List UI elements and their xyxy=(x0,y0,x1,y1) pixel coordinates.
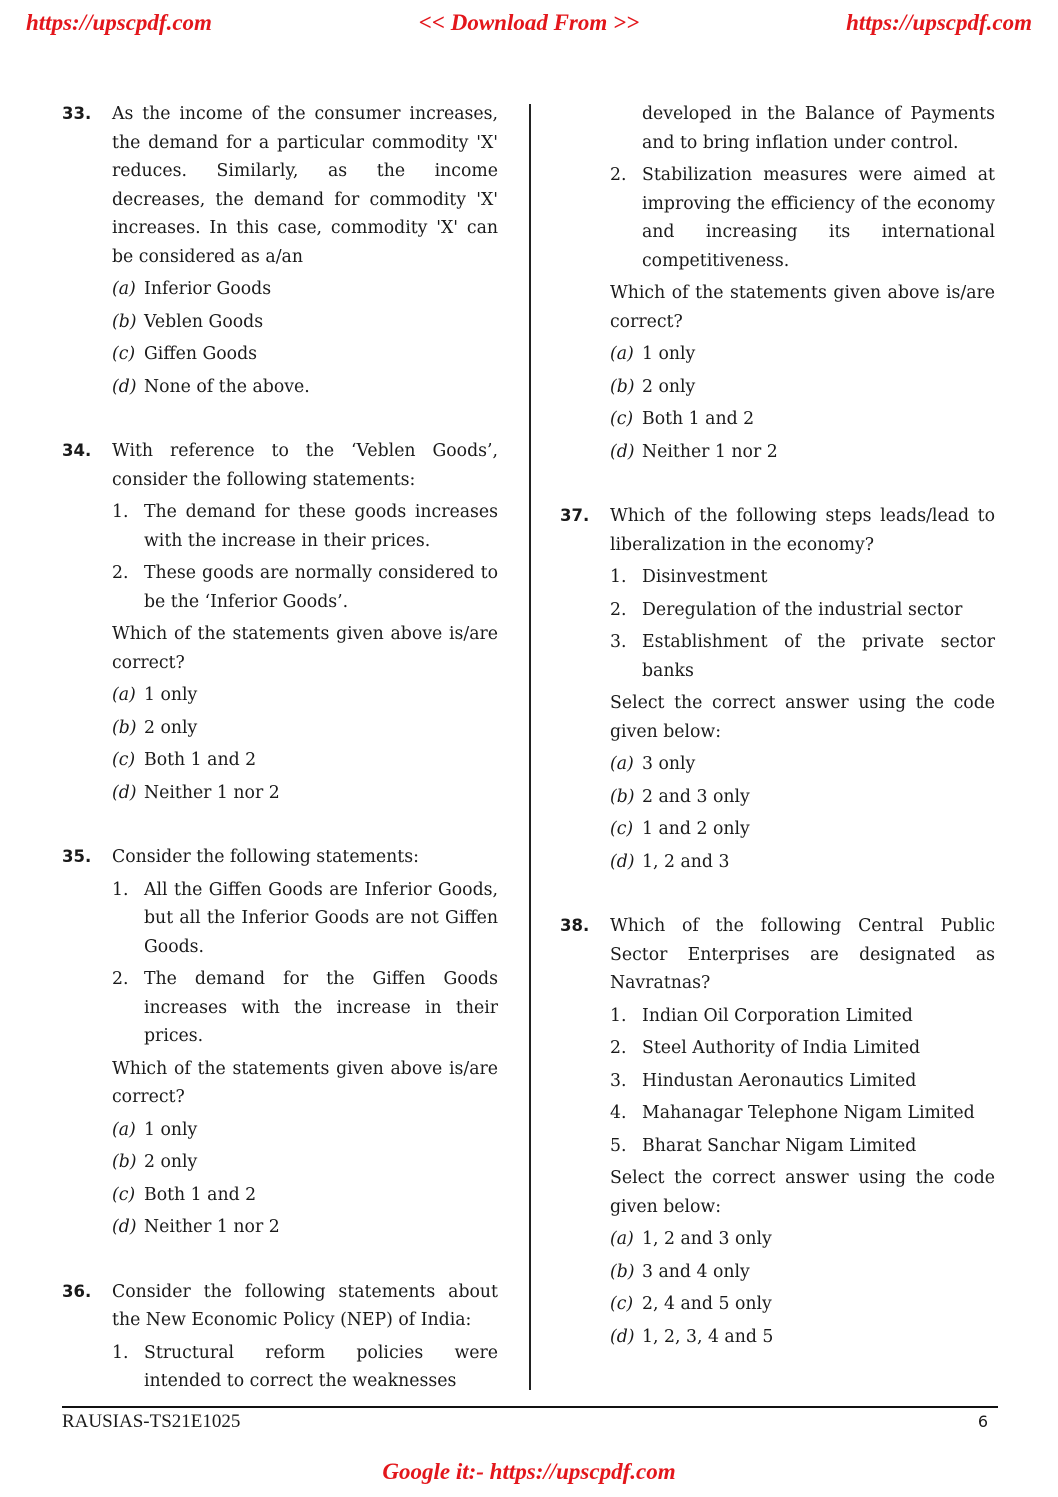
option-label: (a) xyxy=(112,1119,136,1140)
question-spacer xyxy=(560,466,995,502)
statement-text: Hindustan Aeronautics Limited xyxy=(642,1070,917,1091)
question-prompt: Which of the statements given above is/are correct? xyxy=(610,283,995,332)
statement-number: 2. xyxy=(610,1038,627,1058)
statement-text: Establishment of the private sector banks xyxy=(642,632,995,681)
statement xyxy=(112,559,498,616)
option-text: Giffen Goods xyxy=(144,344,258,364)
question-stem: Consider the following statements about the New Economic Policy (NEP) of India: xyxy=(112,1281,498,1330)
option-text: 1 only xyxy=(144,1119,198,1140)
statement xyxy=(610,596,995,625)
answer-option[interactable] xyxy=(610,1290,995,1319)
option-label: (b) xyxy=(610,376,635,397)
option-label: (b) xyxy=(610,1261,635,1282)
option-text: Neither 1 nor 2 xyxy=(642,441,778,462)
answer-option[interactable] xyxy=(610,750,995,779)
answer-option[interactable] xyxy=(610,1258,995,1287)
page-number: 6 xyxy=(977,1412,988,1431)
answer-option[interactable] xyxy=(610,405,995,434)
right-column xyxy=(560,100,995,1351)
option-text: 1, 2, 3, 4 and 5 xyxy=(642,1326,774,1347)
option-text: 2 only xyxy=(144,1152,198,1172)
statement-text: Bharat Sanchar Nigam Limited xyxy=(642,1135,917,1156)
option-label: (a) xyxy=(610,1229,634,1249)
question-number: 33. xyxy=(62,104,92,123)
answer-option[interactable] xyxy=(610,848,995,877)
statement xyxy=(112,1339,498,1396)
option-label: (d) xyxy=(610,1326,635,1347)
statement-text: developed in the Balance of Payments and to bring inflation under control. xyxy=(642,104,995,153)
option-text: Both 1 and 2 xyxy=(642,409,755,429)
option-label: (c) xyxy=(112,1184,136,1205)
statement-number: 2. xyxy=(610,599,627,620)
statement-number: 1. xyxy=(610,1005,627,1026)
answer-option[interactable] xyxy=(610,438,995,467)
option-label: (c) xyxy=(112,344,136,364)
statement-number: 1. xyxy=(112,1342,129,1363)
option-text: Veblen Goods xyxy=(144,311,264,332)
left-column xyxy=(62,100,498,1396)
statement-text: Structural reform policies were intended to correct the weaknesses xyxy=(144,1342,498,1391)
question xyxy=(62,843,498,1242)
option-label: (d) xyxy=(610,851,635,872)
question-prompt: Select the correct answer using the code given below: xyxy=(610,1168,995,1217)
question xyxy=(62,100,498,401)
footer-rule xyxy=(62,1406,998,1408)
question-prompt: Which of the statements given above is/are correct? xyxy=(112,1058,498,1107)
statement xyxy=(610,100,995,157)
statement-number: 1. xyxy=(112,502,129,522)
option-label: (d) xyxy=(112,376,137,397)
answer-option[interactable] xyxy=(610,1323,995,1352)
question-stem: With reference to the ‘Veblen Goods’, consider the following statements: xyxy=(112,441,498,490)
statement-text: Mahanagar Telephone Nigam Limited xyxy=(642,1103,975,1123)
column-divider xyxy=(529,104,531,1390)
question-number: 38. xyxy=(560,916,590,935)
option-label: (c) xyxy=(112,750,136,770)
answer-option[interactable] xyxy=(112,681,498,710)
statement-number: 3. xyxy=(610,632,627,652)
answer-option[interactable] xyxy=(610,783,995,812)
option-text: Both 1 and 2 xyxy=(144,750,257,770)
answer-option[interactable] xyxy=(112,1116,498,1145)
option-text: 3 only xyxy=(642,754,696,774)
answer-option[interactable] xyxy=(112,714,498,743)
question xyxy=(560,912,995,1351)
option-text: 1 only xyxy=(144,685,198,705)
option-label: (a) xyxy=(112,279,136,299)
option-text: 2 only xyxy=(642,376,696,397)
answer-option[interactable] xyxy=(112,746,498,775)
option-text: Inferior Goods xyxy=(144,279,272,299)
question-stem: Consider the following statements: xyxy=(112,847,419,867)
footer-google-text[interactable]: Google it:- https://upscpdf.com xyxy=(382,1459,676,1484)
question-stem: Which of the following steps leads/lead to liberalization in the economy? xyxy=(610,506,995,555)
test-code: RAUSIAS-TS21E1025 xyxy=(62,1411,241,1432)
statement-text: Disinvestment xyxy=(642,567,768,587)
answer-option[interactable] xyxy=(610,815,995,844)
option-text: 1, 2 and 3 only xyxy=(642,1229,772,1249)
statement xyxy=(610,1034,995,1063)
option-label: (c) xyxy=(610,819,634,839)
question-number: 34. xyxy=(62,441,92,460)
answer-option[interactable] xyxy=(112,1181,498,1210)
option-text: Neither 1 nor 2 xyxy=(144,1217,280,1237)
option-text: 2 only xyxy=(144,717,198,738)
question-spacer xyxy=(62,807,498,843)
statement-text: The demand for these goods increases with the increase in their prices. xyxy=(144,502,498,551)
statement-number: 2. xyxy=(112,563,129,583)
answer-option[interactable] xyxy=(112,779,498,808)
statement xyxy=(610,1099,995,1128)
statement-text: Steel Authority of India Limited xyxy=(642,1038,921,1058)
question xyxy=(62,1278,498,1396)
statement-text: Stabilization measures were aimed at improving the efficiency of the economy and increasing its international competitiveness. xyxy=(642,165,995,271)
option-text: 2, 4 and 5 only xyxy=(642,1294,772,1314)
question-continuation xyxy=(560,100,995,466)
option-text: Both 1 and 2 xyxy=(144,1184,257,1205)
answer-option[interactable] xyxy=(112,373,498,402)
statement-text: Indian Oil Corporation Limited xyxy=(642,1005,913,1026)
option-label: (c) xyxy=(610,1294,634,1314)
option-label: (d) xyxy=(112,1217,137,1237)
statement xyxy=(112,965,498,1051)
statement-number: 3. xyxy=(610,1070,627,1091)
answer-option[interactable] xyxy=(112,308,498,337)
option-label: (b) xyxy=(112,1152,137,1172)
question-stem: As the income of the consumer increases, the demand for a particular commodity 'X' reduces. Similarly, as the income decreases, the demand for commodity 'X' increases. In this case, commodity 'X' can be considered as a/an xyxy=(112,104,498,267)
statement xyxy=(610,628,995,685)
statement xyxy=(610,1067,995,1096)
header-download-text: << Download From >> xyxy=(418,10,640,35)
answer-option[interactable] xyxy=(112,275,498,304)
option-label: (b) xyxy=(112,311,137,332)
option-label: (b) xyxy=(112,717,137,738)
option-text: 1, 2 and 3 xyxy=(642,851,730,872)
answer-option[interactable] xyxy=(112,340,498,369)
statement xyxy=(610,1132,995,1161)
option-label: (a) xyxy=(112,685,136,705)
header-link-left[interactable]: https://upscpdf.com xyxy=(26,10,212,35)
option-label: (d) xyxy=(112,782,137,803)
question-number: 37. xyxy=(560,506,590,525)
question-stem: Which of the following Central Public Sector Enterprises are designated as Navratnas? xyxy=(610,916,995,993)
question-spacer xyxy=(560,876,995,912)
option-text: None of the above. xyxy=(144,376,310,397)
option-text: 2 and 3 only xyxy=(642,786,750,807)
statement-number: 1. xyxy=(112,879,129,900)
question-number: 36. xyxy=(62,1281,92,1301)
option-text: 3 and 4 only xyxy=(642,1261,750,1282)
question xyxy=(62,437,498,807)
statement-text: The demand for the Giffen Goods increases with the increase in their prices. xyxy=(144,969,498,1046)
question xyxy=(560,502,995,876)
question-prompt: Which of the statements given above is/are correct? xyxy=(112,624,498,673)
question-prompt: Select the correct answer using the code given below: xyxy=(610,693,995,742)
statement xyxy=(610,1002,995,1031)
question-number: 35. xyxy=(62,847,92,866)
statement xyxy=(112,876,498,962)
question-spacer xyxy=(62,1242,498,1278)
option-label: (c) xyxy=(610,409,634,429)
option-label: (a) xyxy=(610,754,634,774)
statement-number: 2. xyxy=(112,969,129,989)
statement xyxy=(112,498,498,555)
option-text: 1 only xyxy=(642,344,696,364)
question-spacer xyxy=(62,401,498,437)
option-label: (a) xyxy=(610,344,634,364)
answer-option[interactable] xyxy=(112,1213,498,1242)
answer-option[interactable] xyxy=(610,340,995,369)
answer-option[interactable] xyxy=(610,1225,995,1254)
answer-option[interactable] xyxy=(610,373,995,402)
statement-number: 5. xyxy=(610,1135,627,1156)
answer-option[interactable] xyxy=(112,1148,498,1177)
option-text: 1 and 2 only xyxy=(642,819,750,839)
option-text: Neither 1 nor 2 xyxy=(144,782,280,803)
statement-number: 1. xyxy=(610,567,627,587)
option-label: (b) xyxy=(610,786,635,807)
statement xyxy=(610,563,995,592)
statement-text: These goods are normally considered to be the ‘Inferior Goods’. xyxy=(144,563,498,612)
header-link-right[interactable]: https://upscpdf.com xyxy=(846,10,1032,35)
statement-text: All the Giffen Goods are Inferior Goods, but all the Inferior Goods are not Giffen Goods. xyxy=(144,879,498,957)
option-label: (d) xyxy=(610,441,635,462)
statement-text: Deregulation of the industrial sector xyxy=(642,599,963,620)
statement-number: 4. xyxy=(610,1103,627,1123)
statement xyxy=(610,161,995,275)
statement-number: 2. xyxy=(610,165,627,185)
